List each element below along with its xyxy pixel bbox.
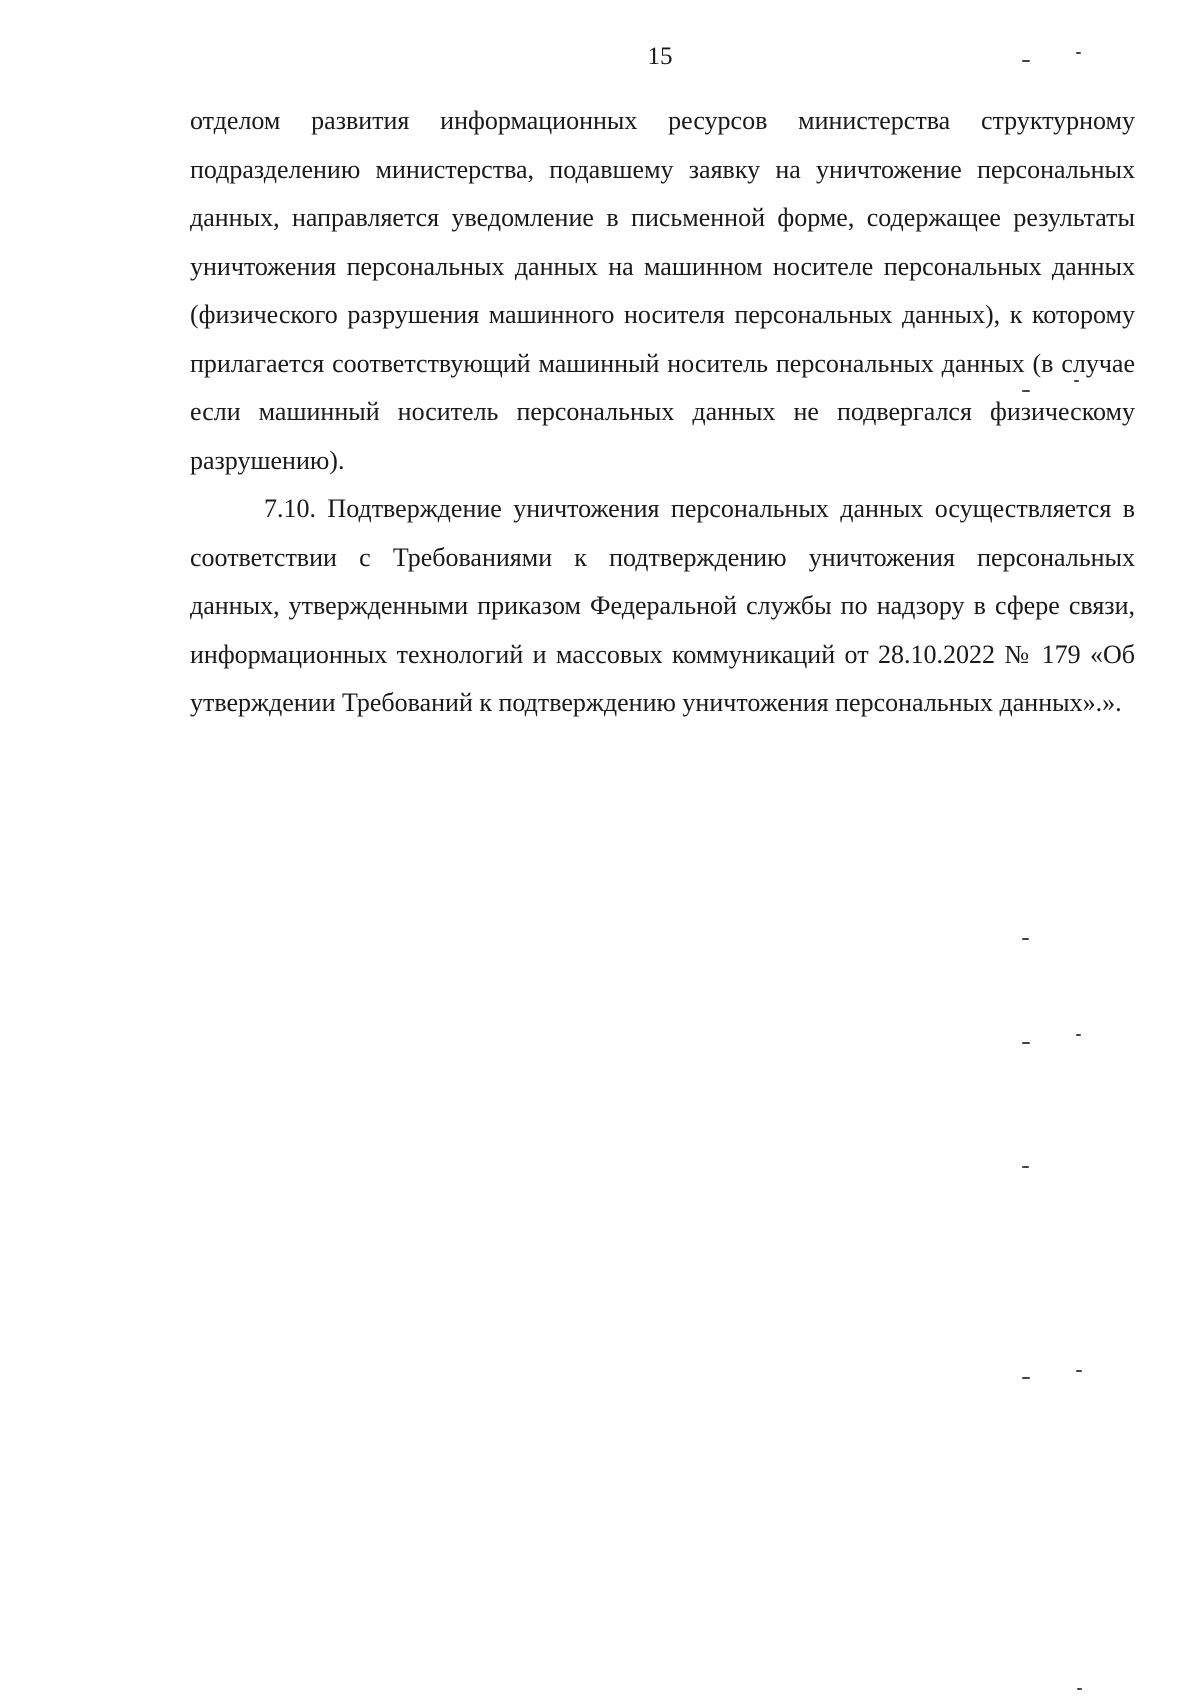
scan-mark <box>1022 60 1030 62</box>
scan-mark <box>1076 1034 1081 1036</box>
paragraph-continuation: отделом развития информационных ресурсов министерства структурному подразделению министерства, подавшему заявку на уничтожение персональных данных, направляется уведомление в письменной форме, содержащее результаты уничтожения персональных данных на машинном носителе персональных данных (физического разрушения машинного носителя персональных данных), к которому прилагается соответствующий машинный носитель персональных данных (в случае если машинный носитель персональных данных не подвергался физическому разрушению). <box>190 106 1135 475</box>
page-number: 15 <box>647 43 673 70</box>
scan-mark <box>1022 1042 1030 1044</box>
scan-mark <box>1074 380 1079 382</box>
scan-mark <box>1076 52 1081 54</box>
scan-mark <box>1022 1377 1030 1379</box>
paragraph-7-10: 7.10. Подтверждение уничтожения персональных данных осуществляется в соответствии с Требованиями к подтверждению уничтожения персональных данных, утвержденными приказом Федеральной службы по надзору в сфере связи, информационных технологий и массовых коммуникаций от 28.10.2022 № 179 «Об утверждении Требований к подтверждению уничтожения персональных данных».». <box>190 494 1135 717</box>
scan-mark <box>1076 1370 1082 1372</box>
scan-mark <box>1022 390 1030 392</box>
scan-mark <box>1022 1166 1029 1168</box>
scan-mark <box>1022 938 1029 940</box>
scan-mark <box>1077 1688 1082 1690</box>
document-body <box>190 97 1135 728</box>
